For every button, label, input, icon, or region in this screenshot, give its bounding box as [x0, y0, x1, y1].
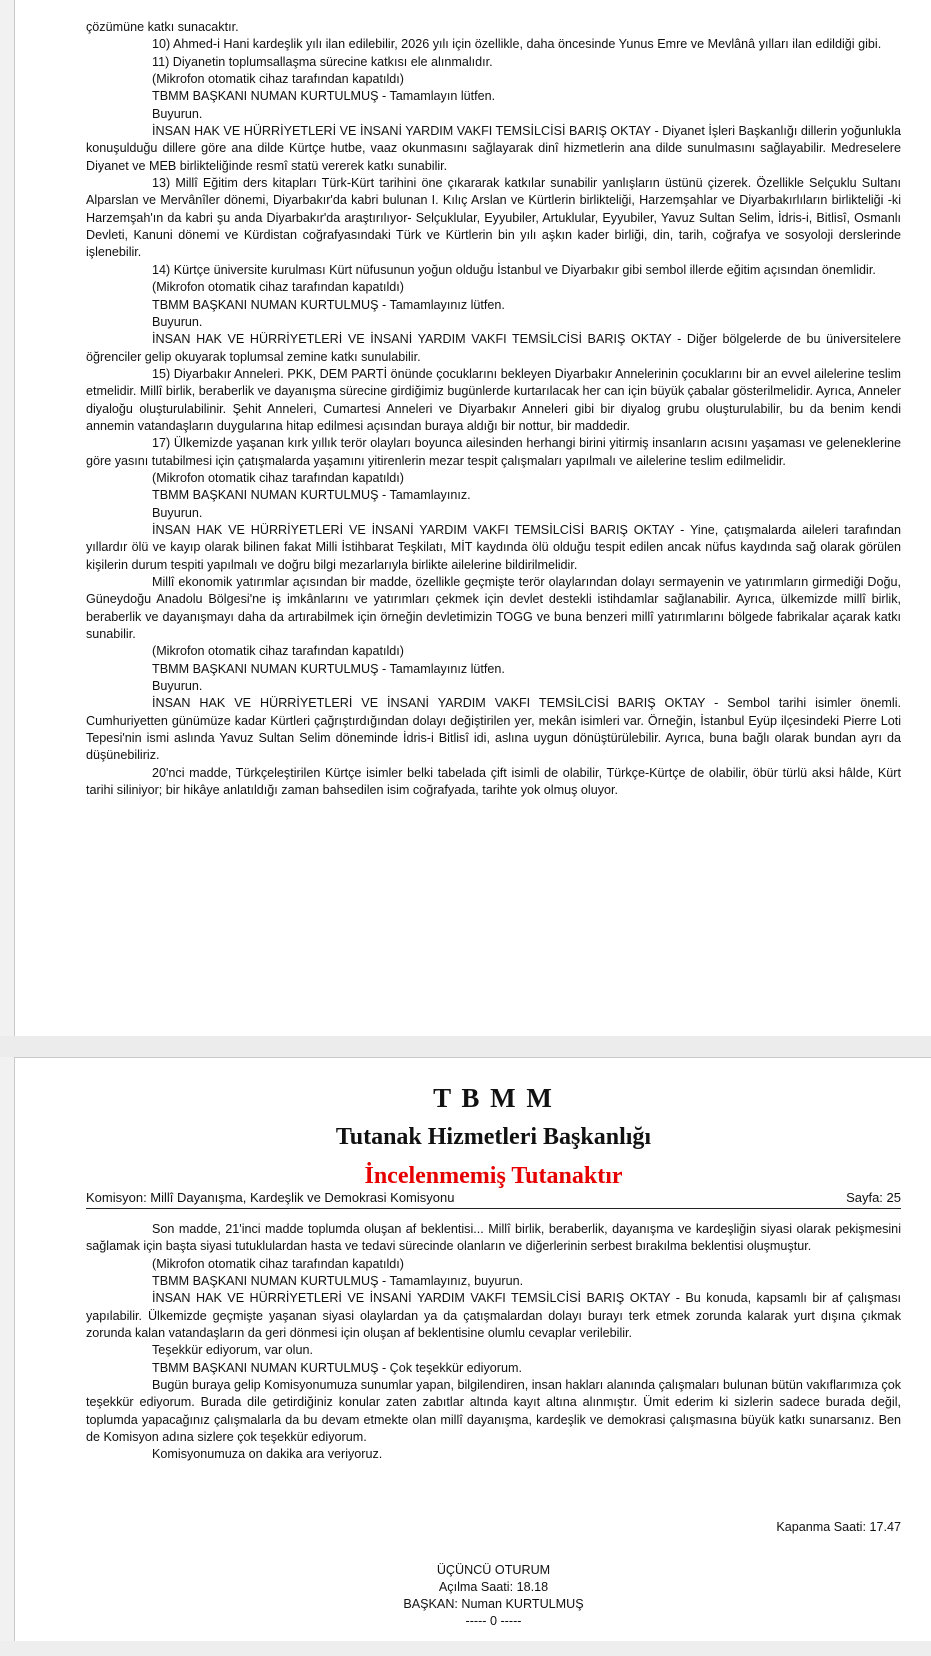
- session-opening-time: Açılma Saati: 18.18: [438, 1580, 549, 1594]
- status-title: İncelenmemiş Tutanaktır: [364, 1163, 623, 1189]
- upper-page-text: [86, 19, 901, 799]
- paragraph: (Mikrofon otomatik cihaz tarafından kapatıldı): [152, 72, 404, 87]
- lower-page-text: [86, 1221, 901, 1464]
- paragraph: İNSAN HAK VE HÜRRİYETLERİ VE İNSANİ YARDIM VAKFI TEMSİLCİSİ BARIŞ OKTAY - Diğer bölgelerde de bu üniversitelere öğrenciler gelip okuyarak toplumsal zemine katkı sunulabilir.: [86, 332, 901, 364]
- committee-line: [86, 1190, 901, 1209]
- page-divider: [0, 1036, 931, 1057]
- paragraph: 20'nci madde, Türkçeleştirilen Kürtçe isimler belki tabelada çift isimli de olabilir, Türkçe-Kürtçe de olabilir, öbür türlü aksi hâlde, Kürt tarihi siliniyor; bir hikâye anlatıldığı zaman bahsedilen isim coğrafyada, tarihte yok olmuş oluyor.: [86, 765, 901, 798]
- paragraph: İNSAN HAK VE HÜRRİYETLERİ VE İNSANİ YARDIM VAKFI TEMSİLCİSİ BARIŞ OKTAY - Bu konuda, kapsamlı bir af çalışması yapılabilir. Ülkemizde geçmişte yaşanan siyasi olaylardan ya da çatışmalardan dolayı burayı terk etmek zorunda kalarak yurt dışına çıkmak zorunda kalan vatandaşların da geri dönmesi için oluşan af beklentisine olumlu cevaplar verilebilir.: [86, 1291, 901, 1341]
- paragraph: 15) Diyarbakır Anneleri. PKK, DEM PARTİ önünde çocuklarını bekleyen Diyarbakır Annelerinin çocuklarını bir an evvel ailelerine teslim etmelidir. Millî birlik, beraberlik ve dayanışma sürecine girdiğimiz bugünlerde kurtarılacak her can için büyük çabalar gösterilmelidir. Ayrıca, Anneler diyaloğu oluşturulabilinir. Şehit Anneleri, Cumartesi Anneleri ve Diyarbakır Anneleri gibi bir diyalog grubu oluşturulabilir, bu da benim kendi annemin vatandaşların duygularına hitap edilmesi açısından buraya aldığı bir nottur, bir maddedir.: [86, 366, 901, 433]
- closing-time: Kapanma Saati: 17.47: [776, 1520, 901, 1534]
- paragraph: TBMM BAŞKANI NUMAN KURTULMUŞ - Tamamlayınız, buyurun.: [152, 1274, 524, 1289]
- paragraph: Buyurun.: [152, 679, 203, 694]
- paragraph: Teşekkür ediyorum, var olun.: [152, 1343, 313, 1358]
- page-number: Sayfa: 25: [846, 1190, 901, 1205]
- paragraph: (Mikrofon otomatik cihaz tarafından kapatıldı): [152, 280, 404, 295]
- paragraph: 11) Diyanetin toplumsallaşma sürecine katkısı ele alınmalıdır.: [152, 54, 493, 69]
- paragraph: İNSAN HAK VE HÜRRİYETLERİ VE İNSANİ YARDIM VAKFI TEMSİLCİSİ BARIŞ OKTAY - Sembol tarihi isimler önemli. Cumhuriyetten günümüze kadar Kürtleri çağrıştırdığından dolayı değiştirilen yer, mekân isimleri var. Örneğin, İstanbul Eyüp ilçesindeki Pierre Loti Tepesi'nin ismi aslında Yavuz Sultan Selim döneminde İdris-i Bitlisî idi, aslına uygun dönüştürülebilir. Ayrıca, buna bağlı olarak bundan ayrı da düşünebiliriz.: [86, 696, 901, 763]
- paragraph: Bugün buraya gelip Komisyonumuza sunumlar yapan, bilgilendiren, insan hakları alanında çalışmaları bulunan bütün vakıflarımıza çok teşekkür ediyorum. Burada dile getirdiğiniz konular zaten zabıtlar altında kayıt altına alınmıştır. Ümit ederim ki sizlerin sadece burada değil, toplumda yapacağınız çalışmalarla da bu devam etmekte olan millî dayanışma, kardeşlik ve demokrasi çalışmasına büyük katkı sunarsanız. Ben de Komisyon adına sizlere çok teşekkür ediyorum.: [86, 1378, 901, 1445]
- paragraph: İNSAN HAK VE HÜRRİYETLERİ VE İNSANİ YARDIM VAKFI TEMSİLCİSİ BARIŞ OKTAY - Diyanet İşleri Başkanlığı dillerin yoğunlukla konuşulduğu dillere göre ana dilde Kürtçe hutbe, vaaz okunmasını sağlayarak dinî hizmetlerin ana dilde sunulmasını sağlayabilir. Medreselere Diyanet ve MEB birlikteliğinde resmî statü vererek katkı sunabilir.: [86, 124, 901, 173]
- committee-name: Komisyon: Millî Dayanışma, Kardeşlik ve Demokrasi Komisyonu: [86, 1190, 455, 1205]
- org-title: T B M M: [433, 1083, 554, 1113]
- paragraph: (Mikrofon otomatik cihaz tarafından kapatıldı): [152, 1256, 404, 1271]
- paragraph: Millî ekonomik yatırımlar açısından bir madde, özellikle geçmişte terör olaylarından dolayı sermayenin ve yatırımların girmediği Doğu, Güneydoğu Anadolu Bölgesi'ne iş imkânlarını ve yatırımları çekmek için devlet destekli istihdamlar sağlanabilir. Ayrıca, ülkemizde millî birlik, beraberlik ve dayanışmayı daha da artırabilmek için örneğin devletimizin TOGG ve buna benzeri millî yatırımlarını bölgede fabrikalar açarak katkı sunabilir.: [86, 575, 901, 642]
- paragraph: Komisyonumuza on dakika ara veriyoruz.: [152, 1447, 383, 1462]
- page-footer-strip: [0, 1641, 931, 1656]
- session-separator: ----- 0 -----: [465, 1614, 522, 1628]
- paragraph: Buyurun.: [152, 314, 203, 329]
- session-chair: BAŞKAN: Numan KURTULMUŞ: [403, 1597, 584, 1611]
- paragraph: 17) Ülkemizde yaşanan kırk yıllık terör olayları boyunca ailesinden herhangi birini yitirmiş insanların acısını yaşaması ve geleneklerine göre yasını tutabilmesi için çatışmalarda yaşamını yitirenlerin mezar tespit çalışmaları yapılmalı ve ailelerine teslim edilmelidir.: [86, 436, 901, 468]
- paragraph: TBMM BAŞKANI NUMAN KURTULMUŞ - Tamamlayınız lütfen.: [152, 661, 505, 676]
- session-block: [86, 1562, 901, 1630]
- paragraph: TBMM BAŞKANI NUMAN KURTULMUŞ - Tamamlayın lütfen.: [152, 89, 496, 104]
- paragraph: TBMM BAŞKANI NUMAN KURTULMUŞ - Tamamlayınız lütfen.: [152, 297, 505, 312]
- paragraph: Son madde, 21'inci madde toplumda oluşan af beklentisi... Millî birlik, beraberlik, dayanışma ve kardeşliğin siyasi olarak pekişmesini sağlamak için başta siyasi tutuklulardan hasta ve tedavi sürecinde olanların ve diğerlerinin serbest bırakılma beklentisi oluşmuştur.: [86, 1222, 901, 1254]
- paragraph: Buyurun.: [152, 505, 203, 520]
- paragraph: TBMM BAŞKANI NUMAN KURTULMUŞ - Çok teşekkür ediyorum.: [152, 1360, 522, 1375]
- paragraph: çözümüne katkı sunacaktır.: [86, 20, 239, 34]
- session-title: ÜÇÜNCÜ OTURUM: [436, 1563, 551, 1577]
- paragraph: İNSAN HAK VE HÜRRİYETLERİ VE İNSANİ YARDIM VAKFI TEMSİLCİSİ BARIŞ OKTAY - Yine, çatışmalarda aileleri tarafından yıllardır ölü ve kayıp olarak bilinen fakat Milli İstihbarat Teşkilatı, MİT kaydında ölü olduğu tespit edilen ancak nüfus kaydında sağ olarak görülen kişilerin durum tespiti yapılmalı ve doğru bilgi mezarlarıyla birlikte ailelerine bildirilmelidir.: [86, 522, 901, 572]
- department-title: Tutanak Hizmetleri Başkanlığı: [335, 1124, 652, 1150]
- paragraph: (Mikrofon otomatik cihaz tarafından kapatıldı): [152, 470, 404, 485]
- paragraph: (Mikrofon otomatik cihaz tarafından kapatıldı): [152, 644, 404, 659]
- paragraph: 14) Kürtçe üniversite kurulması Kürt nüfusunun yoğun olduğu İstanbul ve Diyarbakır gibi sembol illerde eğitim açısından önemlidir.: [152, 262, 876, 277]
- paragraph: TBMM BAŞKANI NUMAN KURTULMUŞ - Tamamlayınız.: [152, 488, 471, 503]
- page-header: [86, 1079, 901, 1195]
- paragraph: 10) Ahmed-i Hani kardeşlik yılı ilan edilebilir, 2026 yılı için özellikle, daha öncesinde Yunus Emre ve Mevlânâ yılları ilan edildiği gibi.: [152, 37, 882, 52]
- paragraph: Buyurun.: [152, 106, 203, 121]
- paragraph: 13) Millî Eğitim ders kitapları Türk-Kürt tarihini öne çıkararak katkılar sunabilir yanlışların üstünü çizerek. Özellikle Selçuklu Sultanı Alparslan ve Mervânîler dönemi, Diyarbakır'da kabri bulunan I. Kılıç Arslan ve Kürtlerin birlikteliği, Harzemşahlar ve Diyarbakırlıların birlikteliği -ki Harzemşah'ın da kabri şu anda Diyarbakır'da araştırılıyor- Selçuklular, Eyyubiler, Artuklular, Eyyubiler, Yavuz Sultan Selim, İdris-i, Bitlisî, Osmanlı Devleti, Kanuni dönemi ve Kürdistan coğrafyasındaki Türk ve Kürtlerin bin yılı aşkın kader birliği, din, tarih, coğrafya ve sosyoloji derslerinde işlenebilir.: [86, 176, 901, 260]
